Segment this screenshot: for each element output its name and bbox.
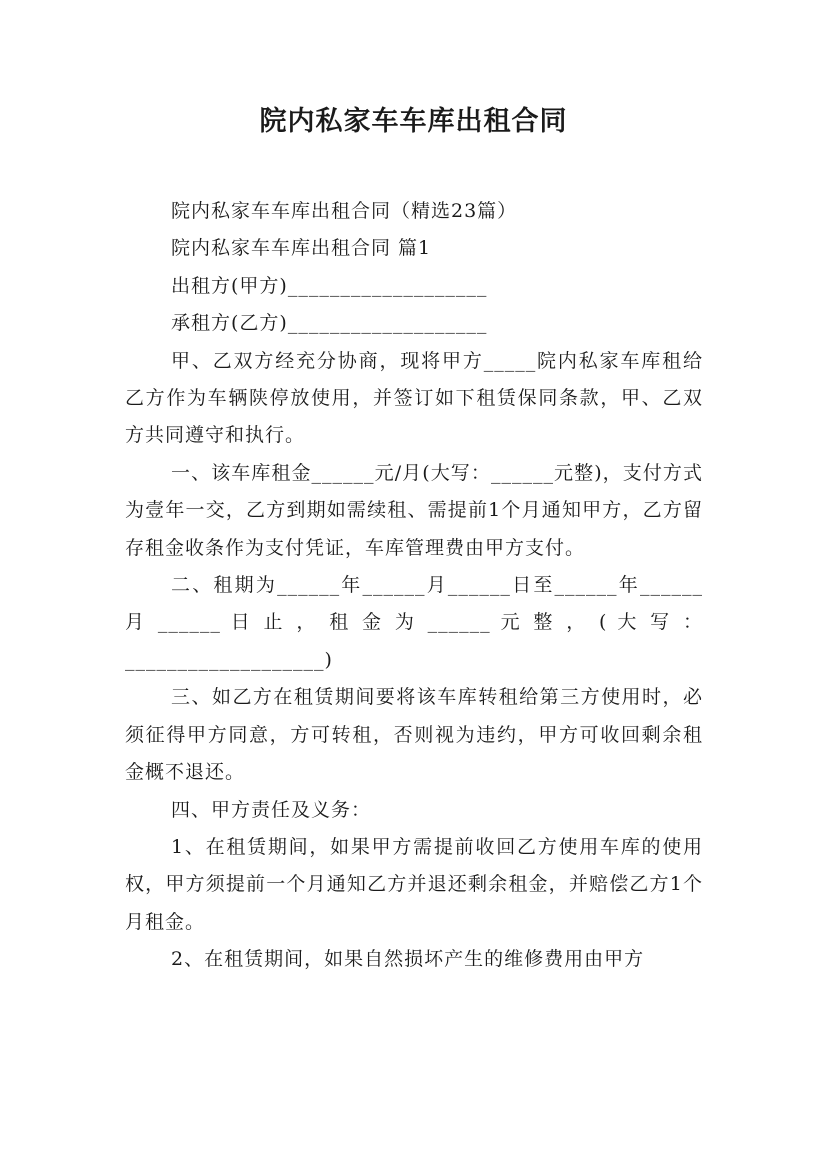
paragraph-subtitle: 院内私家车车库出租合同（精选23篇） [171, 200, 518, 222]
paragraph-clause-4-item-1: 1、在租赁期间，如果甲方需提前收回乙方使用车库的使用权，甲方须提前一个月通知乙方并退还剩余租金，并赔偿乙方1个月租金。 [125, 835, 703, 933]
paragraph-section-heading: 院内私家车车库出租合同 篇1 [171, 237, 432, 260]
document-body [125, 193, 703, 979]
document-title: 院内私家车车库出租合同 [259, 106, 568, 137]
paragraph-clause-3: 三、如乙方在租赁期间要将该车库转租给第三方使用时，必须征得甲方同意，方可转租，否则视为违约，甲方可收回剩余租金概不退还。 [125, 686, 703, 784]
paragraph-clause-2-line-3: ___________________) [125, 648, 333, 671]
paragraph-intro: 甲、乙双方经充分协商，现将甲方_____院内私家车库租给乙方作为车辆陕停放使用，并签订如下租赁保同条款，甲、乙双方共同遵守和执行。 [125, 349, 703, 447]
paragraph-clause-1: 一、该车库租金______元/月(大写：______元整)，支付方式为壹年一交，乙方到期如需续租、需提前1个月通知甲方，乙方留存租金收条作为支付凭证，车库管理费由甲方支付。 [125, 461, 703, 559]
paragraph-lessee: 承租方(乙方)___________________ [171, 312, 488, 335]
paragraph-clause-4-item-2: 2、在租赁期间，如果自然损坏产生的维修费用由甲方 [171, 948, 645, 971]
paragraph-clause-2-line-1: 二、租期为______年______月______日至______年______ [171, 574, 703, 597]
paragraph-lessor: 出租方(甲方)___________________ [171, 274, 488, 297]
paragraph-clause-4-heading: 四、甲方责任及义务： [171, 798, 372, 821]
paragraph-clause-2-line-2: 月 ______ 日 止 ， 租 金 为 ______ 元 整 ， ( 大 写 ： [125, 611, 703, 634]
